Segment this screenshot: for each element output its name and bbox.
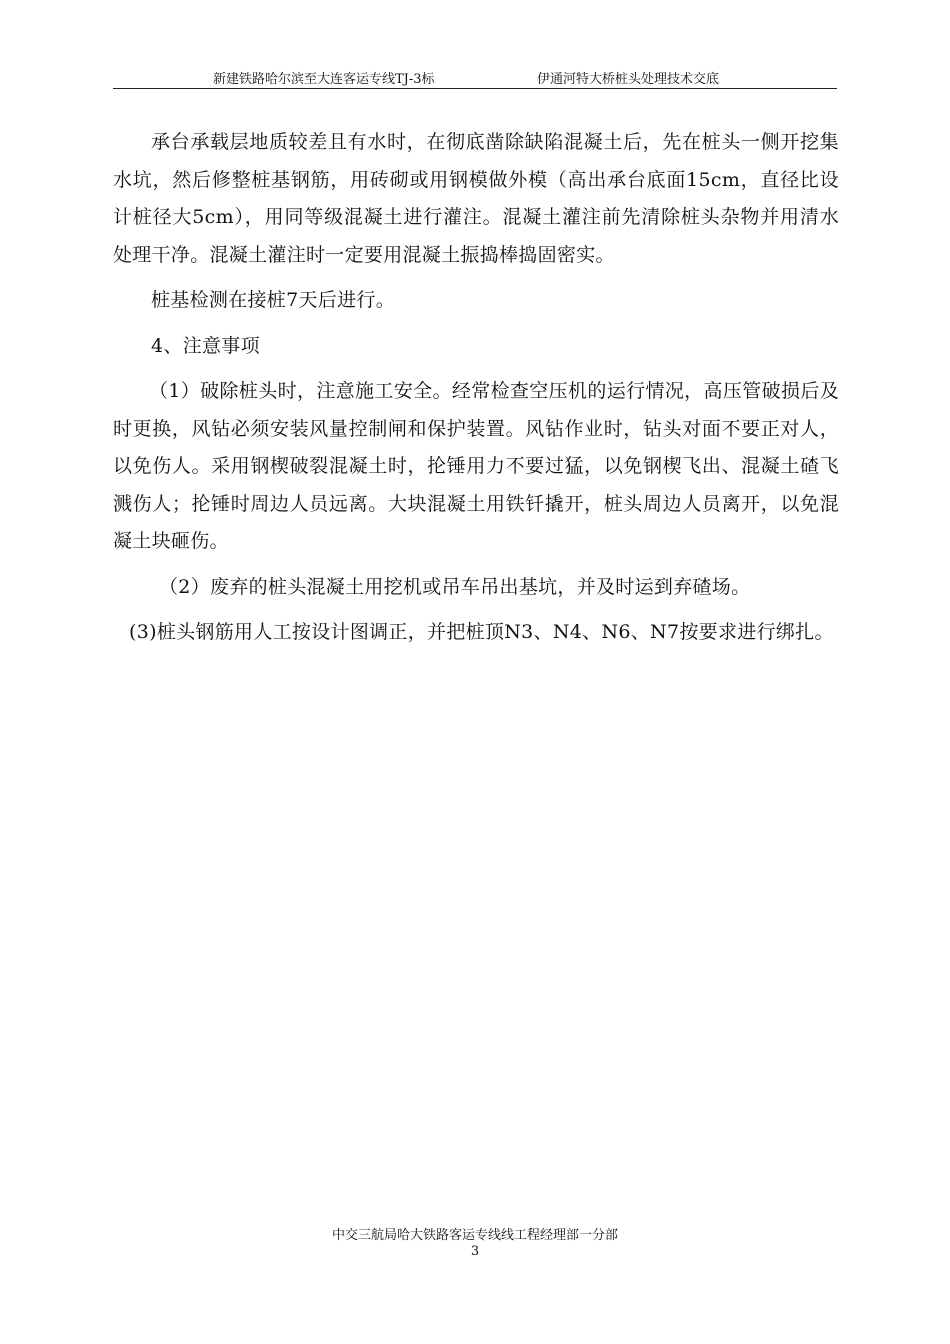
page-footer: [0, 1228, 950, 1260]
page-number: 3: [470, 1244, 480, 1259]
paragraph-pile-extension: 承台承载层地质较差且有水时，在彻底凿除缺陷混凝土后，先在桩头一侧开挖集水坑，然后修整桩基钢筋，用砖砌或用钢模做外模（高出承台底面15cm，直径比设计桩径大5cm），用同等级混凝土进行灌注。混凝土灌注前先清除桩头杂物并用清水处理干净。混凝土灌注时一定要用混凝土振捣棒捣固密实。: [113, 131, 839, 266]
paragraph-pile-testing: 桩基检测在接桩7天后进行。: [151, 289, 395, 311]
document-body: [113, 124, 839, 660]
precaution-item-2: （2）废弃的桩头混凝土用挖机或吊车吊出基坑，并及时运到弃碴场。: [159, 575, 751, 598]
header-document-title: 伊通河特大桥桩头处理技术交底: [537, 72, 720, 87]
precaution-item-1: （1）破除桩头时，注意施工安全。经常检查空压机的运行情况，高压管破损后及时更换，风钻必须安装风量控制闸和保护装置。风钻作业时，钻头对面不要正对人，以免伤人。采用钢楔破裂混凝土时，抡锤用力不要过猛，以免钢楔飞出、混凝土碴飞溅伤人；抡锤时周边人员远离。大块混凝土用铁钎撬开，桩头周边人员离开，以免混凝土块砸伤。: [113, 380, 839, 552]
footer-organization: 中交三航局哈大铁路客运专线线工程经理部一分部: [331, 1228, 618, 1243]
page-header: [113, 62, 837, 89]
precaution-item-3: (3)桩头钢筋用人工按设计图调正，并把桩顶N3、N4、N6、N7按要求进行绑扎。: [129, 621, 834, 643]
section-heading-precautions: 4、注意事项: [151, 334, 260, 357]
header-project-title: 新建铁路哈尔滨至大连客运专线TJ-3标: [213, 72, 435, 87]
